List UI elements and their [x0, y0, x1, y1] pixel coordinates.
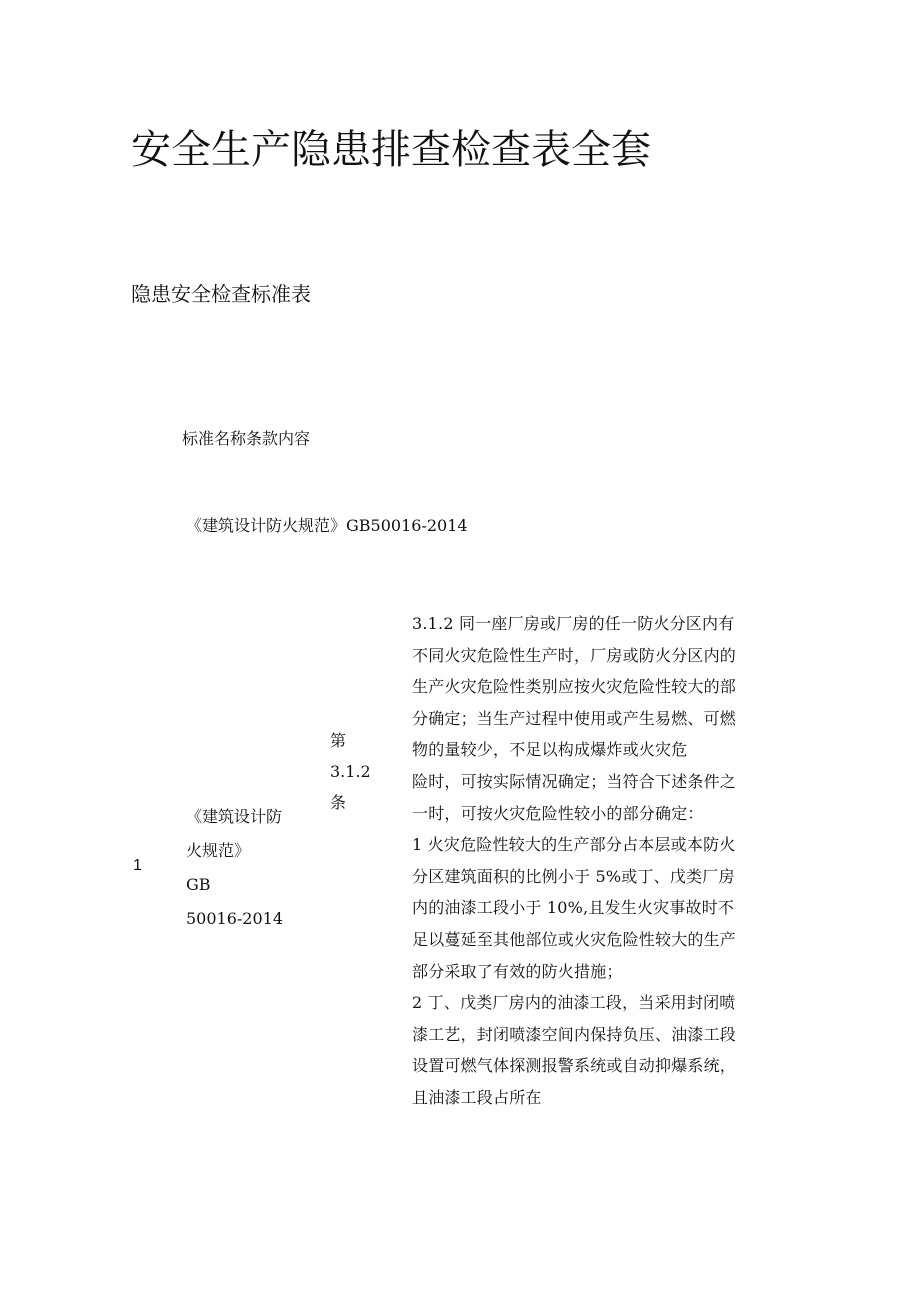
clause-line: 条 — [330, 793, 347, 812]
clause-cell — [330, 725, 371, 818]
standard-name-line: 《建筑设计防 — [186, 807, 283, 826]
content-line: 险时，可按实际情况确定；当符合下述条件之 — [412, 771, 737, 791]
page-title: 安全生产隐患排查检查表全套 — [131, 127, 651, 173]
standard-name-line: 火规范》 — [186, 841, 251, 860]
content-line: 分区建筑面积的比例小于 5%或丁、戊类厂房 — [412, 866, 735, 886]
content-line: 内的油漆工段小于 10%,且发生火灾事故时不 — [412, 898, 735, 918]
clause-line: 3.1.2 — [330, 762, 371, 781]
content-line: 部分采取了有效的防火措施； — [412, 961, 623, 981]
content-line: 不同火灾危险性生产时，厂房或防火分区内的 — [412, 645, 737, 665]
content-line: 一时，可按火灾危险性较小的部分确定： — [412, 803, 704, 823]
content-line: 生产火灾危险性类别应按火灾危险性较大的部 — [412, 677, 737, 697]
standard-name-line: GB — [186, 875, 211, 894]
content-line: 设置可燃气体探测报警系统或自动抑爆系统， — [412, 1056, 737, 1076]
standard-name-line: 50016-2014 — [186, 909, 284, 928]
clause-line: 第 — [330, 731, 347, 750]
content-line: 且油漆工段占所在 — [412, 1087, 542, 1107]
content-line: 1 火灾危险性较大的生产部分占本层或本防火 — [412, 835, 736, 855]
table-subtitle: 隐患安全检查标准表 — [131, 282, 311, 306]
row-number: 1 — [133, 857, 142, 874]
content-line: 漆工艺，封闭喷漆空间内保持负压、油漆工段 — [412, 1024, 737, 1044]
content-line: 3.1.2 同一座厂房或厂房的任一防火分区内有 — [412, 614, 735, 633]
table-header-label: 标准名称条款内容 — [182, 429, 311, 448]
content-line: 分确定；当生产过程中使用或产生易燃、可燃 — [412, 708, 737, 728]
content-line: 物的量较少，不足以构成爆炸或火灾危 — [412, 740, 688, 760]
standard-name-cell — [186, 800, 316, 936]
content-line: 足以蔓延至其他部位或火灾危险性较大的生产 — [412, 929, 737, 949]
content-line: 2 丁、戊类厂房内的油漆工段，当采用封闭喷 — [412, 993, 736, 1013]
clause-content-cell — [412, 608, 802, 1114]
standard-title: 《建筑设计防火规范》GB50016-2014 — [186, 516, 468, 535]
